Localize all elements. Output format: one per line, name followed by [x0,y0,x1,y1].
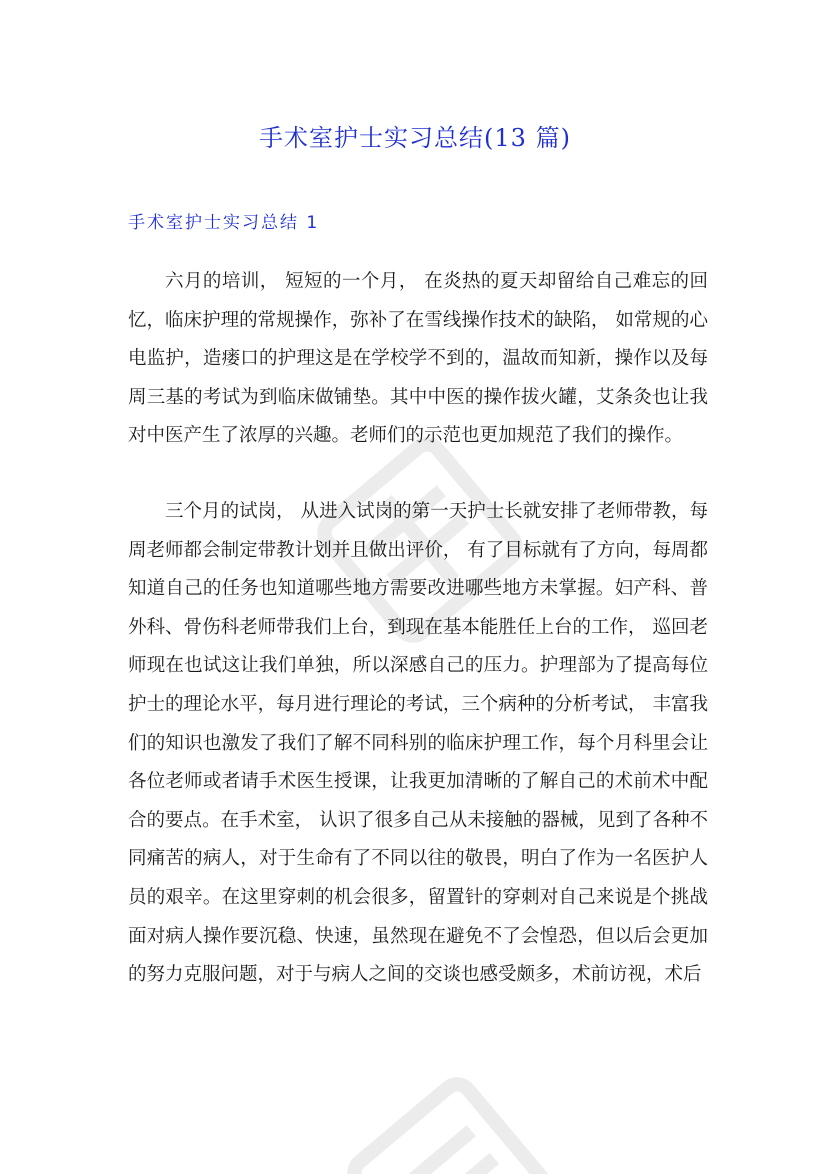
body-paragraph: 六月的培训， 短短的一个月， 在炎热的夏天却留给自己难忘的回忆，临床护理的常规操作，弥补了在雪线操作技术的缺陷， 如常规的心电监护，造瘘口的护理这是在学校学不到的，温故而知新，操作以及每周三基的考试为到临床做铺垫。其中中医的操作拔火罐，艾条灸也让我对中医产生了浓厚的兴趣。老师们的示范也更加规范了我们的操作。 [128,271,708,447]
document-title: 手术室护士实习总结(13 篇) [259,124,571,152]
section-heading: 手术室护士实习总结 1 [128,213,320,233]
body-paragraph: 三个月的试岗， 从进入试岗的第一天护士长就安排了老师带教，每周老师都会制定带教计划并且做出评价， 有了目标就有了方向，每周都知道自己的任务也知道哪些地方需要改进哪些地方未掌握。妇产科、普外科、骨伤科老师带我们上台，到现在基本能胜任上台的工作， 巡回老师现在也试这让我们单独，所以深感自己的压力。护理部为了提高每位护士的理论水平，每月进行理论的考试，三个病种的分析考试， 丰富我们的知识也激发了我们了解不同科别的临床护理工作，每个月科里会让各位老师或者请手术医生授课，让我更加清晰的了解自己的术前术中配合的要点。在手术室， 认识了很多自己从未接触的器械，见到了各种不同痛苦的病人，对于生命有了不同以往的敬畏，明白了作为一名医护人员的艰辛。在这里穿刺的机会很多，留置针的穿刺对自己来说是个挑战面对病人操作要沉稳、快速，虽然现在避免不了会惶恐，但以后会更加的努力克服问题，对于与病人之间的交谈也感受颇多，术前访视，术后 [128,501,708,986]
watermark-stamp-icon [330,1060,570,1174]
